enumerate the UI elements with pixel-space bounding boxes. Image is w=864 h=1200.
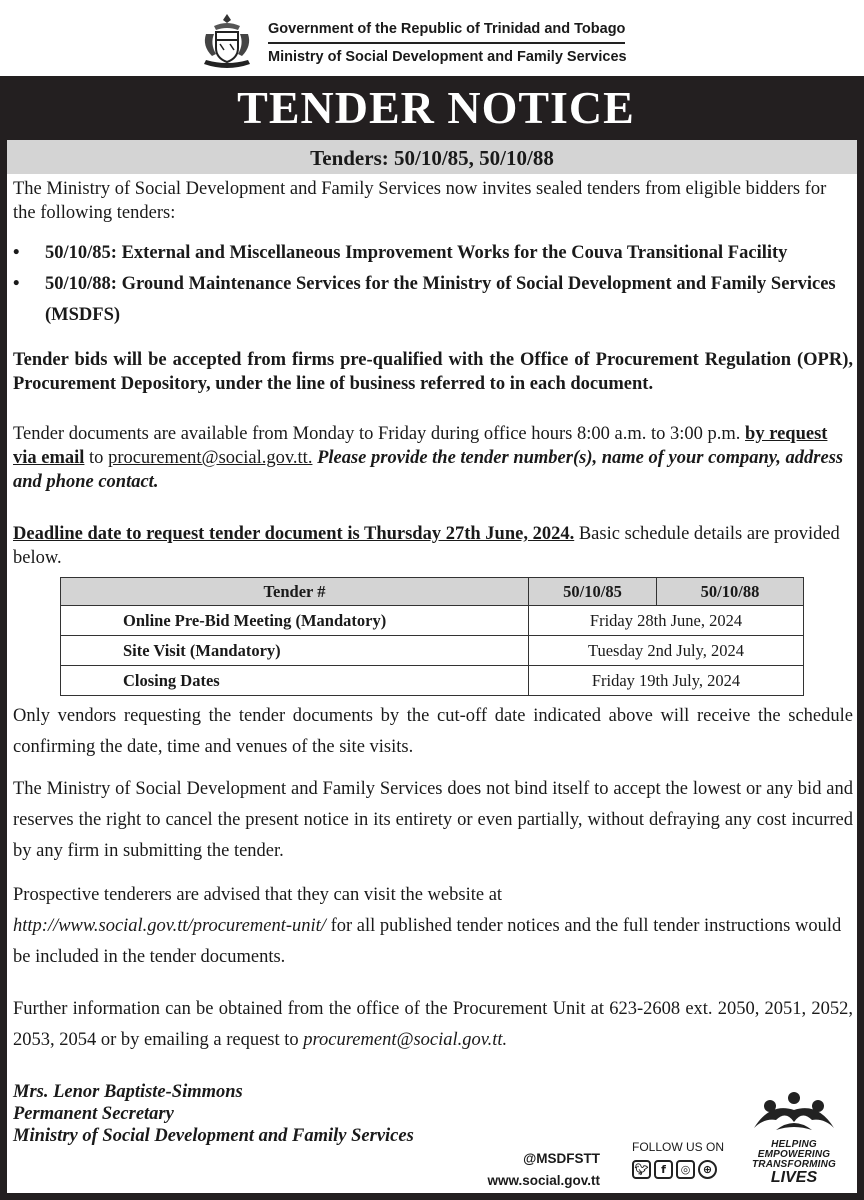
tenders-subheading: Tenders: 50/10/85, 50/10/88 [310,146,554,170]
deadline-date: Deadline date to request tender document is Thursday 27th June, 2024. [13,524,575,544]
signatory-title: Permanent Secretary [13,1104,174,1124]
contact-text: Further information can be obtained from the office of the Procurement Unit at 623-2608 ext. 2050, 2051, 2052, 2053, 2054 or by emailing a request to [13,999,853,1050]
tenders-subheading-bar [7,140,857,174]
facebook-icon[interactable]: f [654,1160,673,1179]
tender-list [13,238,853,331]
deadline-rest: Basic schedule details are provided below. [13,524,840,568]
logo-word: TRANSFORMING [751,1159,837,1170]
website-text-rest: for all published tender notices and the full tender instructions would be included in the tender documents. [13,916,842,967]
signatory-name: Mrs. Lenor Baptiste-Simmons [13,1082,243,1102]
row-label: Closing Dates [61,666,529,696]
website-text: Prospective tenderers are advised that they can visit the website at [13,885,503,905]
globe-icon[interactable]: ⊕ [698,1160,717,1179]
social-handle[interactable]: @MSDFSTT [523,1151,600,1166]
table-row [61,606,804,636]
social-links [470,1148,600,1192]
signature-block [13,1081,414,1147]
documents-text: Tender documents are available from Monday to Friday during office hours 8:00 a.m. to 3:00 p.m. [13,424,741,444]
row-date: Friday 28th June, 2024 [529,606,804,636]
request-via-email: by request via email [13,424,828,468]
documents-instructions: Please provide the tender number(s), name of your company, address and phone contact. [13,448,844,492]
table-header-row [61,578,804,606]
disclaimer-paragraph: The Ministry of Social Development and Family Services does not bind itself to accept the lowest or any bid and reserves the right to cancel the present notice in its entirety or even partially, without defraying any cost incurred by any firm in submitting the tender. [13,779,853,861]
table-row [61,636,804,666]
website-link[interactable]: www.social.gov.tt [487,1173,600,1188]
documents-to: to [89,448,104,468]
row-date: Friday 19th July, 2024 [529,666,804,696]
twitter-icon[interactable]: 🐦︎ [632,1160,651,1179]
bids-notice: Tender bids will be accepted from firms pre-qualified with the Office of Procurement Regulation (OPR), Procurement Depository, under the line of business referred to in each document. [13,350,853,394]
ministry-name: Ministry of Social Development and Family Services [268,48,627,65]
logo-tagline [738,1140,850,1186]
documents-paragraph [13,422,853,494]
logo-word: HELPING [771,1139,817,1150]
government-name: Government of the Republic of Trinidad and Tobago [268,22,625,44]
schedule-table [60,577,804,696]
row-date: Tuesday 2nd July, 2024 [529,636,804,666]
page-title: TENDER NOTICE [237,82,635,133]
letterhead [0,0,864,80]
row-label: Online Pre-Bid Meeting (Mandatory) [61,606,529,636]
website-paragraph [13,880,853,973]
list-item: • 50/10/88: Ground Maintenance Services for the Ministry of Social Development and Family Services (MSDFS) [13,269,853,331]
procurement-email-link[interactable]: procurement@social.gov.tt. [108,448,313,468]
signatory-ministry: Ministry of Social Development and Family Services [13,1126,414,1146]
vendors-note: Only vendors requesting the tender documents by the cut-off date indicated above will receive the schedule confirming the date, time and venues of the site visits. [13,706,853,757]
contact-paragraph [13,994,853,1056]
logo-word: EMPOWERING [757,1149,831,1160]
deadline-paragraph [13,522,853,570]
website-url-link[interactable]: http://www.social.gov.tt/procurement-unit/ [13,916,326,936]
intro-paragraph: The Ministry of Social Development and Family Services now invites sealed tenders from eligible bidders for the following tenders: [13,179,827,223]
title-banner [0,76,864,140]
column-header: 50/10/85 [529,578,657,606]
social-icons [632,1160,717,1179]
row-label: Site Visit (Mandatory) [61,636,529,666]
contact-email-link[interactable]: procurement@social.gov.tt. [303,1030,508,1050]
follow-us-label: FOLLOW US ON [632,1140,725,1154]
list-item: • 50/10/85: External and Miscellaneous Improvement Works for the Couva Transitional Facility [13,238,853,269]
table-row [61,666,804,696]
logo-word: LIVES [770,1169,818,1186]
coat-of-arms-icon [196,10,258,72]
instagram-icon[interactable]: ◎ [676,1160,695,1179]
tender-number-header: Tender # [61,578,529,606]
column-header: 50/10/88 [657,578,804,606]
